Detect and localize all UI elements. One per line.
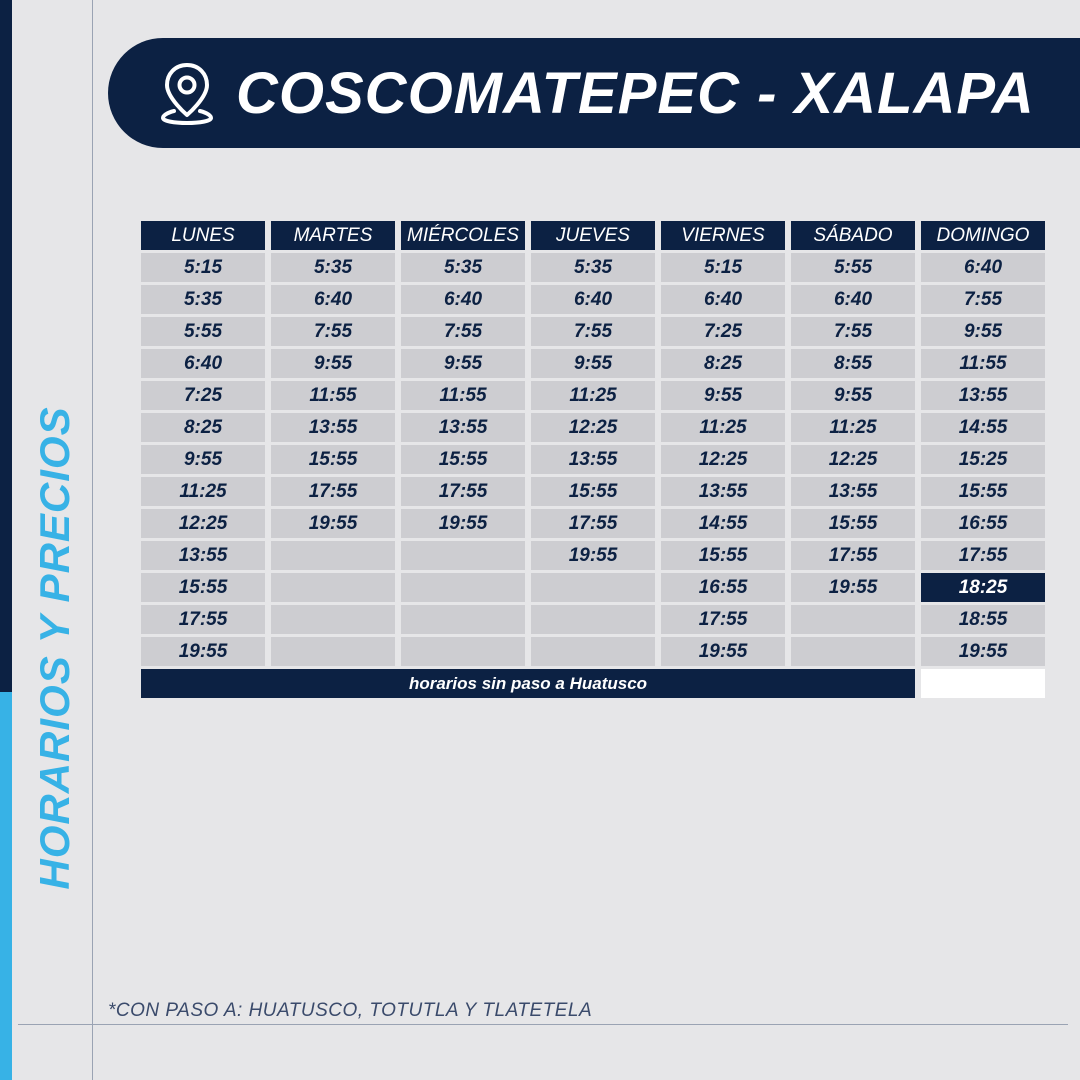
time-cell: 13:55 bbox=[921, 381, 1045, 410]
time-cell: 7:55 bbox=[401, 317, 525, 346]
day-header: DOMINGO bbox=[921, 221, 1045, 250]
vertical-divider bbox=[92, 0, 93, 1080]
time-cell: 15:55 bbox=[531, 477, 655, 506]
time-cell: 7:25 bbox=[661, 317, 785, 346]
time-cell: 11:25 bbox=[531, 381, 655, 410]
time-cell: 17:55 bbox=[141, 605, 265, 634]
time-cell: 5:55 bbox=[141, 317, 265, 346]
time-cell: 6:40 bbox=[141, 349, 265, 378]
time-cell: 6:40 bbox=[271, 285, 395, 314]
time-cell: 15:55 bbox=[271, 445, 395, 474]
time-cell: 6:40 bbox=[401, 285, 525, 314]
time-cell: 15:55 bbox=[661, 541, 785, 570]
empty-cell bbox=[531, 637, 655, 666]
time-cell: 12:25 bbox=[141, 509, 265, 538]
time-cell: 9:55 bbox=[921, 317, 1045, 346]
side-title: HORARIOS Y PRECIOS bbox=[31, 406, 78, 890]
time-cell: 14:55 bbox=[661, 509, 785, 538]
time-cell: 6:40 bbox=[531, 285, 655, 314]
time-cell: 5:35 bbox=[271, 253, 395, 282]
empty-cell bbox=[271, 605, 395, 634]
time-cell: 17:55 bbox=[791, 541, 915, 570]
time-cell: 13:55 bbox=[401, 413, 525, 442]
time-cell: 12:25 bbox=[531, 413, 655, 442]
time-cell: 13:55 bbox=[661, 477, 785, 506]
day-header: MIÉRCOLES bbox=[401, 221, 525, 250]
location-pin-icon bbox=[158, 61, 216, 125]
schedule-table bbox=[141, 221, 1045, 698]
day-header: VIERNES bbox=[661, 221, 785, 250]
day-header: MARTES bbox=[271, 221, 395, 250]
empty-cell bbox=[271, 637, 395, 666]
empty-cell bbox=[401, 541, 525, 570]
time-cell: 19:55 bbox=[271, 509, 395, 538]
empty-cell bbox=[401, 573, 525, 602]
time-cell: 9:55 bbox=[401, 349, 525, 378]
time-cell: 6:40 bbox=[921, 253, 1045, 282]
empty-cell bbox=[531, 573, 655, 602]
day-header: LUNES bbox=[141, 221, 265, 250]
time-cell: 13:55 bbox=[141, 541, 265, 570]
side-accent-bar-light bbox=[0, 692, 12, 1080]
time-cell: 7:55 bbox=[791, 317, 915, 346]
footnote: *CON PASO A: HUATUSCO, TOTUTLA Y TLATETELA bbox=[108, 1000, 593, 1021]
time-cell: 15:55 bbox=[141, 573, 265, 602]
time-cell: 9:55 bbox=[791, 381, 915, 410]
time-cell: 13:55 bbox=[271, 413, 395, 442]
route-title: COSCOMATEPEC - XALAPA bbox=[236, 60, 1035, 126]
time-cell: 13:55 bbox=[531, 445, 655, 474]
side-accent-bar-dark bbox=[0, 0, 12, 692]
time-cell: 6:40 bbox=[661, 285, 785, 314]
time-cell: 5:35 bbox=[141, 285, 265, 314]
time-cell: 17:55 bbox=[661, 605, 785, 634]
empty-cell bbox=[401, 637, 525, 666]
time-cell: 9:55 bbox=[141, 445, 265, 474]
time-cell: 16:55 bbox=[921, 509, 1045, 538]
time-cell: 6:40 bbox=[791, 285, 915, 314]
time-cell: 9:55 bbox=[271, 349, 395, 378]
time-cell: 8:55 bbox=[791, 349, 915, 378]
time-cell: 11:55 bbox=[271, 381, 395, 410]
time-cell: 8:25 bbox=[661, 349, 785, 378]
time-cell: 5:15 bbox=[141, 253, 265, 282]
time-cell: 15:55 bbox=[401, 445, 525, 474]
horizontal-divider bbox=[18, 1024, 1068, 1025]
time-cell: 17:55 bbox=[531, 509, 655, 538]
time-cell: 17:55 bbox=[921, 541, 1045, 570]
time-cell: 7:25 bbox=[141, 381, 265, 410]
empty-cell bbox=[791, 605, 915, 634]
time-cell: 12:25 bbox=[661, 445, 785, 474]
empty-cell bbox=[271, 573, 395, 602]
route-banner bbox=[108, 38, 1080, 148]
time-cell: 19:55 bbox=[791, 573, 915, 602]
time-cell: 7:55 bbox=[531, 317, 655, 346]
time-cell: 17:55 bbox=[401, 477, 525, 506]
time-cell: 13:55 bbox=[791, 477, 915, 506]
blank-cell bbox=[921, 669, 1045, 698]
time-cell: 15:25 bbox=[921, 445, 1045, 474]
time-cell: 12:25 bbox=[791, 445, 915, 474]
time-cell: 19:55 bbox=[531, 541, 655, 570]
time-cell: 15:55 bbox=[791, 509, 915, 538]
empty-cell bbox=[531, 605, 655, 634]
time-cell: 5:35 bbox=[531, 253, 655, 282]
day-header: SÁBADO bbox=[791, 221, 915, 250]
time-cell: 14:55 bbox=[921, 413, 1045, 442]
time-cell: 8:25 bbox=[141, 413, 265, 442]
highlighted-time-cell: 18:25 bbox=[921, 573, 1045, 602]
day-header: JUEVES bbox=[531, 221, 655, 250]
time-cell: 7:55 bbox=[271, 317, 395, 346]
time-cell: 9:55 bbox=[531, 349, 655, 378]
time-cell: 5:15 bbox=[661, 253, 785, 282]
time-cell: 5:35 bbox=[401, 253, 525, 282]
note-bar: horarios sin paso a Huatusco bbox=[141, 669, 915, 698]
time-cell: 11:25 bbox=[661, 413, 785, 442]
time-cell: 19:55 bbox=[921, 637, 1045, 666]
time-cell: 5:55 bbox=[791, 253, 915, 282]
time-cell: 19:55 bbox=[401, 509, 525, 538]
time-cell: 9:55 bbox=[661, 381, 785, 410]
time-cell: 16:55 bbox=[661, 573, 785, 602]
time-cell: 11:25 bbox=[791, 413, 915, 442]
time-cell: 11:55 bbox=[401, 381, 525, 410]
time-cell: 18:55 bbox=[921, 605, 1045, 634]
time-cell: 11:55 bbox=[921, 349, 1045, 378]
time-cell: 15:55 bbox=[921, 477, 1045, 506]
time-cell: 19:55 bbox=[661, 637, 785, 666]
empty-cell bbox=[271, 541, 395, 570]
time-cell: 11:25 bbox=[141, 477, 265, 506]
empty-cell bbox=[791, 637, 915, 666]
empty-cell bbox=[401, 605, 525, 634]
time-cell: 19:55 bbox=[141, 637, 265, 666]
time-cell: 17:55 bbox=[271, 477, 395, 506]
time-cell: 7:55 bbox=[921, 285, 1045, 314]
